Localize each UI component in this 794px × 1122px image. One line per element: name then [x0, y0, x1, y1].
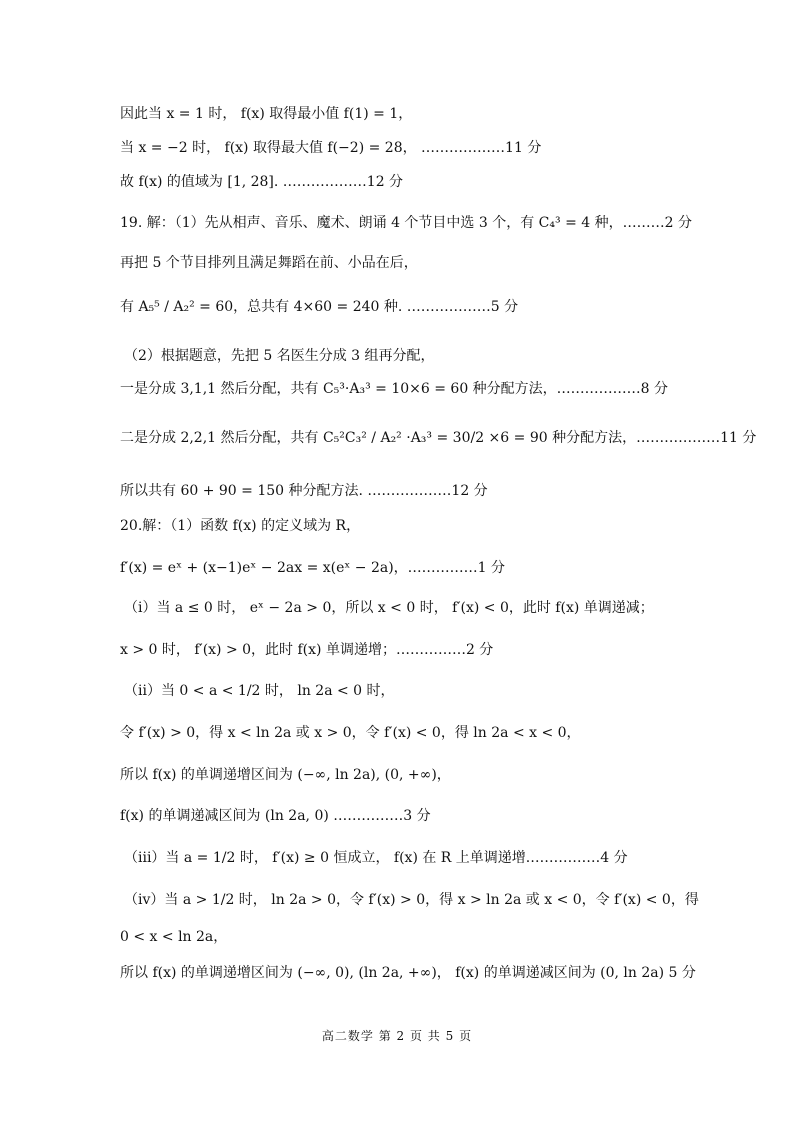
page-footer: 高二数学 第 2 页 共 5 页: [321, 1029, 473, 1043]
text-line: 所以共有 60 + 90 = 150 种分配方法. ………………12 分: [120, 483, 488, 499]
text-line: 令 f′(x) > 0，得 x < ln 2a 或 x > 0，令 f′(x) < 0，得 ln 2a < x < 0，: [120, 725, 581, 741]
text-line: 当 x = −2 时， f(x) 取得最大值 f(−2) = 28， ………………11 分: [120, 140, 542, 156]
problem-19-heading: 19. 解：（1）先从相声、音乐、魔术、朗诵 4 个节目中选 3 个，有 C₄³ = 4 种，………2 分: [120, 215, 692, 231]
text-line: 再把 5 个节目排列且满足舞蹈在前、小品在后，: [120, 255, 418, 271]
text-line: 0 < x < ln 2a，: [120, 929, 228, 945]
text-line: f′(x) = eˣ + (x−1)eˣ − 2ax = x(eˣ − 2a)，……………1 分: [120, 560, 506, 576]
text-line: （ii）当 0 < a < 1/2 时， ln 2a < 0 时，: [124, 683, 395, 699]
text-line: （i）当 a ≤ 0 时， eˣ − 2a > 0，所以 x < 0 时， f′(x) < 0，此时 f(x) 单调递减；: [124, 600, 654, 616]
text-line: f(x) 的单调递减区间为 (ln 2a, 0) ……………3 分: [120, 808, 431, 824]
text-line: 所以 f(x) 的单调递增区间为 (−∞, 0), (ln 2a, +∞)， f(x) 的单调递减区间为 (0, ln 2a) 5 分: [120, 965, 696, 981]
text-line: x > 0 时， f′(x) > 0，此时 f(x) 单调递增；……………2 分: [120, 642, 494, 658]
text-line: （iv）当 a > 1/2 时， ln 2a > 0，令 f′(x) > 0，得 x > ln 2a 或 x < 0，令 f′(x) < 0，得: [124, 892, 699, 908]
text-line: 所以 f(x) 的单调递增区间为 (−∞, ln 2a), (0, +∞)，: [120, 767, 451, 783]
text-line: 故 f(x) 的值域为 [1, 28]. ………………12 分: [120, 174, 404, 190]
text-line: 因此当 x = 1 时， f(x) 取得最小值 f(1) = 1，: [120, 106, 413, 122]
text-line: （2）根据题意，先把 5 名医生分成 3 组再分配，: [124, 348, 435, 364]
text-line: 二是分成 2,2,1 然后分配，共有 C₅²C₃² / A₂² ·A₃³ = 30/2 ×6 = 90 种分配方法，………………11 分: [120, 430, 757, 446]
text-line: （iii）当 a = 1/2 时， f′(x) ≥ 0 恒成立， f(x) 在 R 上单调递增.……………4 分: [124, 850, 628, 866]
text-line: 有 A₅⁵ / A₂² = 60，总共有 4×60 = 240 种. ………………5 分: [120, 299, 519, 315]
problem-20-heading: 20.解：（1）函数 f(x) 的定义域为 R，: [120, 518, 361, 534]
text-line: 一是分成 3,1,1 然后分配，共有 C₅³·A₃³ = 10×6 = 60 种分配方法，………………8 分: [120, 381, 669, 397]
